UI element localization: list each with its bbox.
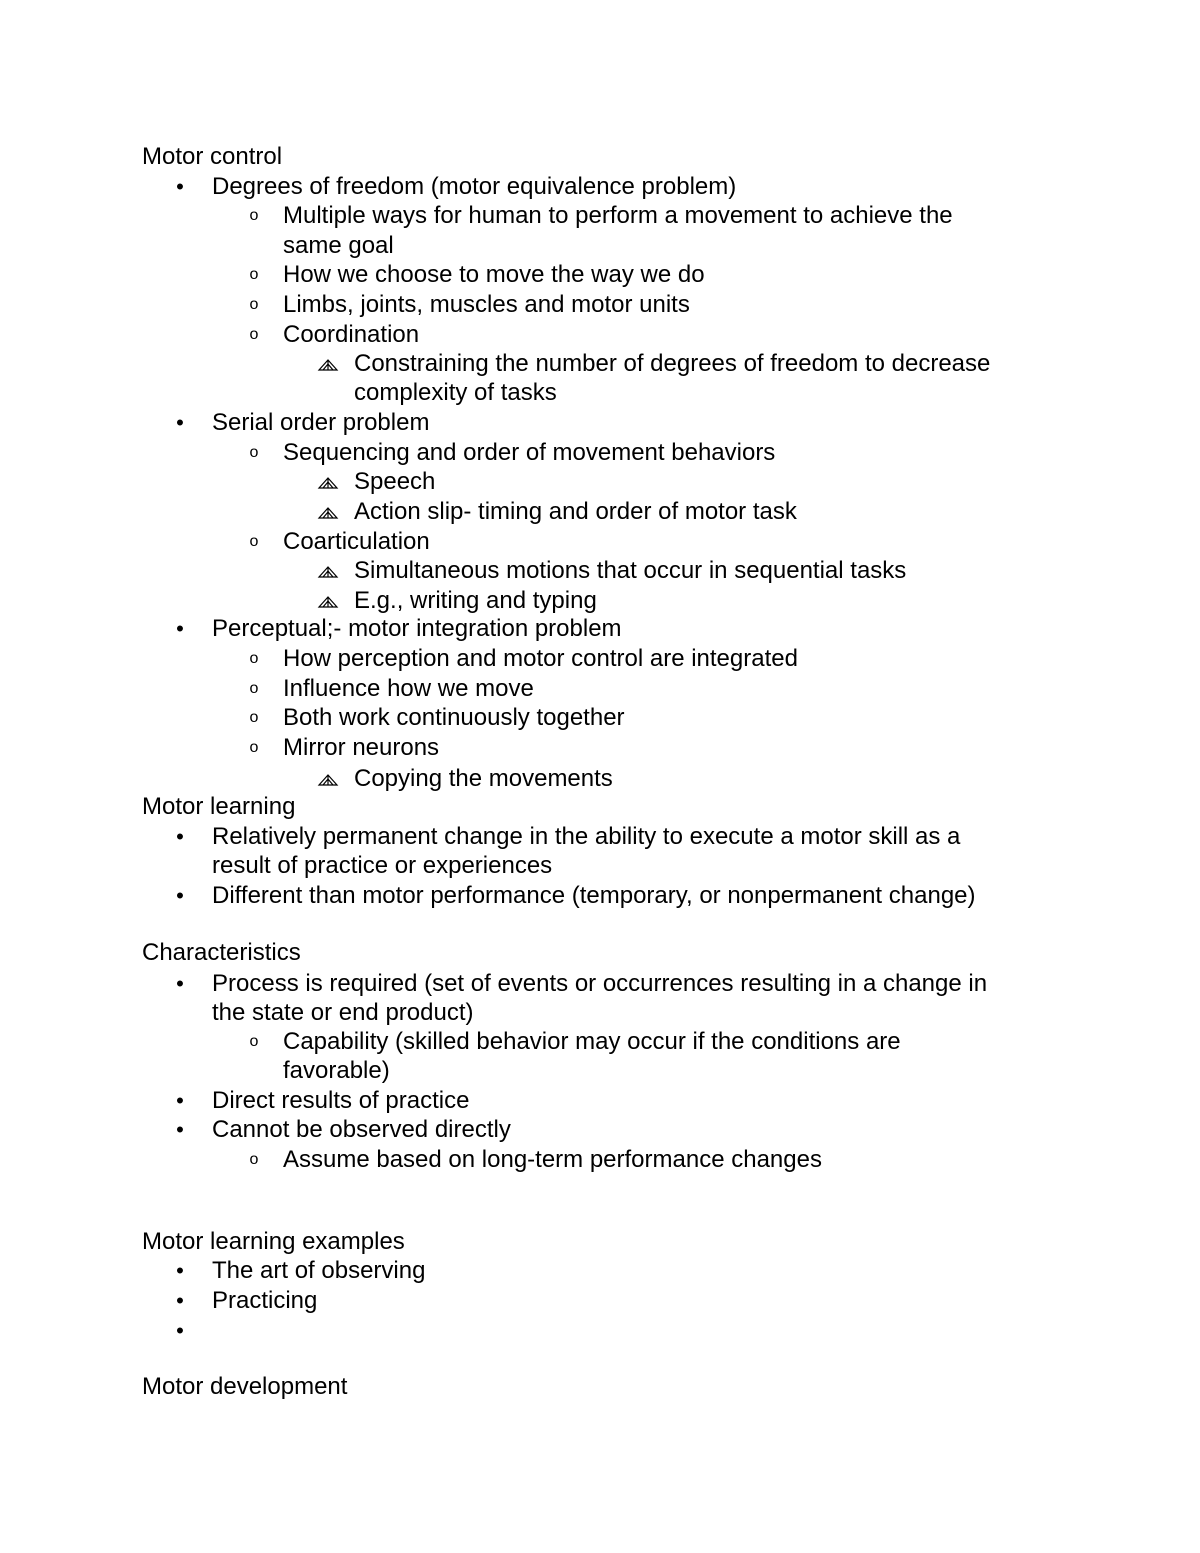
sub-list-item: How perception and motor control are integrated xyxy=(283,645,798,672)
list-item: Serial order problem xyxy=(212,409,430,436)
bullet-circle: o xyxy=(249,444,259,461)
sub-sub-list-item: Constraining the number of degrees of freedom to decrease xyxy=(354,350,991,377)
section-heading: Motor development xyxy=(142,1373,348,1400)
bullet-disc: • xyxy=(176,824,184,849)
bullet-disc: • xyxy=(176,410,184,435)
list-item: The art of observing xyxy=(212,1257,426,1284)
list-item-continuation: result of practice or experiences xyxy=(212,852,553,879)
bullet-circle: o xyxy=(249,296,259,313)
wingding-bullet-icon xyxy=(316,764,340,794)
list-item: Degrees of freedom (motor equivalence problem) xyxy=(212,173,737,200)
list-item: Cannot be observed directly xyxy=(212,1116,511,1143)
sub-sub-list-item: Speech xyxy=(354,468,436,495)
sub-list-item: Mirror neurons xyxy=(283,734,440,761)
bullet-disc: • xyxy=(176,174,184,199)
bullet-circle: o xyxy=(249,709,259,726)
list-item: Direct results of practice xyxy=(212,1087,470,1114)
bullet-circle: o xyxy=(249,326,259,343)
bullet-disc: • xyxy=(176,1258,184,1283)
sub-list-item: Limbs, joints, muscles and motor units xyxy=(283,291,690,318)
bullet-circle: o xyxy=(249,266,259,283)
sub-list-item: Multiple ways for human to perform a movement to achieve the xyxy=(283,202,953,229)
bullet-circle: o xyxy=(249,739,259,756)
bullet-disc: • xyxy=(176,1117,184,1142)
sub-list-item: Assume based on long-term performance changes xyxy=(283,1146,822,1173)
bullet-disc: • xyxy=(176,1088,184,1113)
bullet-circle: o xyxy=(249,650,259,667)
list-item-continuation: the state or end product) xyxy=(212,999,474,1026)
sub-sub-list-item-continuation: complexity of tasks xyxy=(354,379,557,406)
bullet-circle: o xyxy=(249,207,259,224)
bullet-circle: o xyxy=(249,1033,259,1050)
bullet-circle: o xyxy=(249,680,259,697)
list-item: Process is required (set of events or occurrences resulting in a change in xyxy=(212,970,988,997)
section-heading: Motor learning examples xyxy=(142,1228,405,1255)
sub-list-item: Capability (skilled behavior may occur if the conditions are xyxy=(283,1028,901,1055)
sub-sub-list-item: Simultaneous motions that occur in sequential tasks xyxy=(354,557,907,584)
bullet-disc: • xyxy=(176,616,184,641)
sub-list-item: Coarticulation xyxy=(283,528,430,555)
list-item: Practicing xyxy=(212,1287,318,1314)
list-item: Relatively permanent change in the ability to execute a motor skill as a xyxy=(212,823,961,850)
sub-list-item-continuation: same goal xyxy=(283,232,394,259)
section-heading: Characteristics xyxy=(142,939,301,966)
sub-list-item: How we choose to move the way we do xyxy=(283,261,705,288)
section-heading: Motor learning xyxy=(142,793,296,820)
sub-list-item: Coordination xyxy=(283,321,420,348)
wingding-bullet-icon xyxy=(316,467,340,497)
sub-list-item: Both work continuously together xyxy=(283,704,625,731)
sub-sub-list-item: Action slip- timing and order of motor task xyxy=(354,498,797,525)
bullet-circle: o xyxy=(249,1151,259,1168)
bullet-disc: • xyxy=(176,883,184,908)
bullet-disc: • xyxy=(176,1318,184,1343)
bullet-disc: • xyxy=(176,971,184,996)
sub-list-item: Influence how we move xyxy=(283,675,534,702)
list-item: Different than motor performance (temporary, or nonpermanent change) xyxy=(212,882,976,909)
sub-sub-list-item: E.g., writing and typing xyxy=(354,587,597,614)
wingding-bullet-icon xyxy=(316,497,340,527)
bullet-circle: o xyxy=(249,533,259,550)
sub-sub-list-item: Copying the movements xyxy=(354,765,613,792)
list-item: Perceptual;- motor integration problem xyxy=(212,615,622,642)
sub-list-item: Sequencing and order of movement behaviors xyxy=(283,439,776,466)
sub-list-item-continuation: favorable) xyxy=(283,1057,390,1084)
section-heading: Motor control xyxy=(142,143,283,170)
wingding-bullet-icon xyxy=(316,349,340,379)
bullet-disc: • xyxy=(176,1288,184,1313)
wingding-bullet-icon xyxy=(316,556,340,586)
wingding-bullet-icon xyxy=(316,586,340,616)
